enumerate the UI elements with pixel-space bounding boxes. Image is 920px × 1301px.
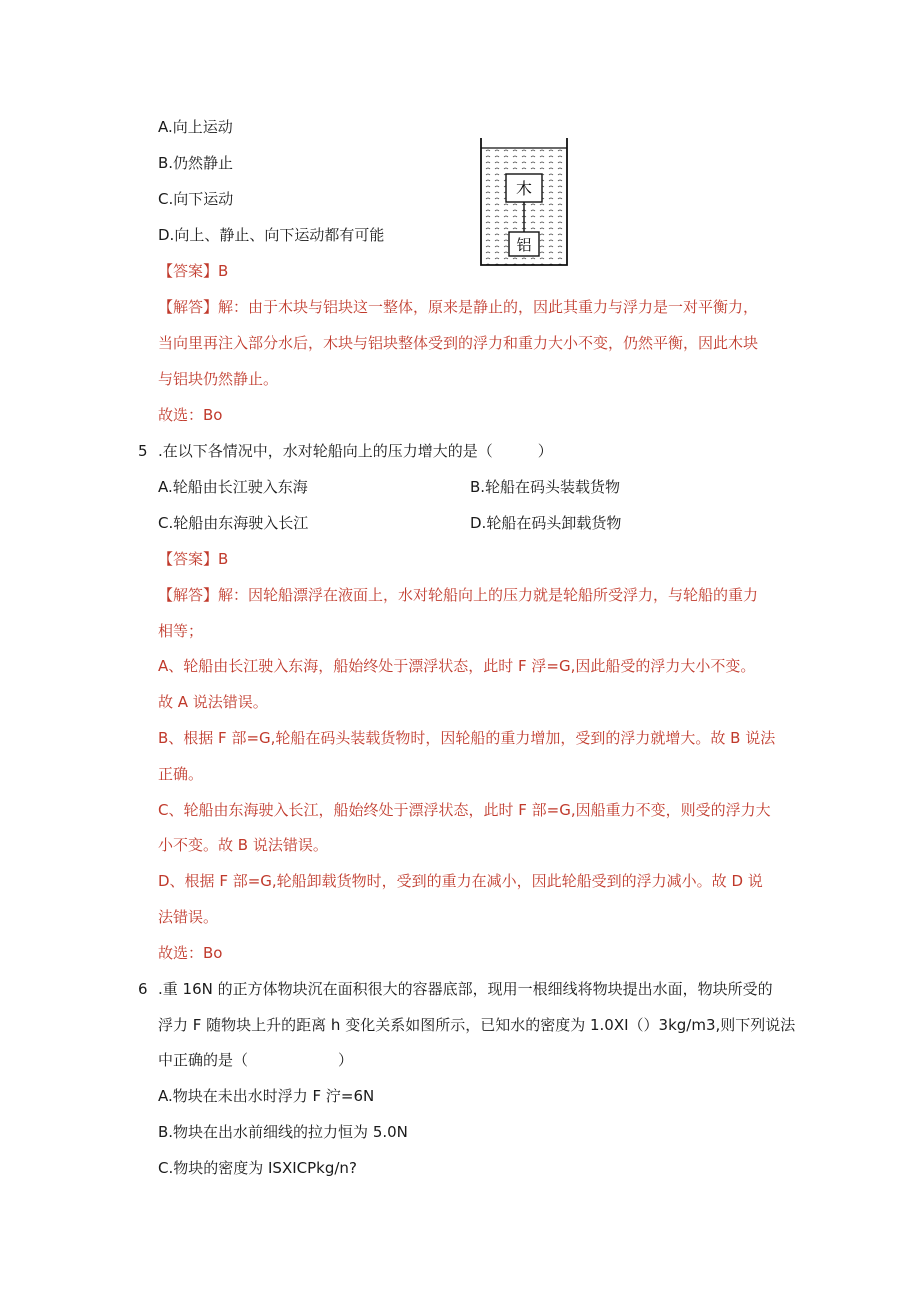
q4-analysis-line-2: 当向里再注入部分水后，木块与铝块整体受到的浮力和重力大小不变，仍然平衡，因此木块 [158, 334, 759, 352]
q5-choice: 故选：Bo [158, 944, 223, 962]
q4-analysis-line-1: 【解答】解：由于木块与铝块这一整体，原来是静止的，因此其重力与浮力是一对平衡力， [158, 298, 759, 316]
q6-stem-line-1: .重 16N 的正方体物块沉在面积很大的容器底部，现用一根细线将物块提出水面，物块所受的 [158, 980, 773, 998]
q5-option-b: B.轮船在码头装载货物 [470, 478, 621, 496]
q4-analysis-line-3: 与铝块仍然静止。 [158, 370, 279, 388]
q5-analysis-line-8: 小不变。故 B 说法错误。 [158, 836, 328, 854]
q5-number: 5 [138, 442, 148, 460]
container-figure [476, 136, 572, 270]
q6-stem-line-3: 中正确的是（ ） [158, 1051, 354, 1069]
q5-option-c: C.轮船由东海驶入长江 [158, 514, 309, 532]
q6-option-c: C.物块的密度为 ISXICPkg/n? [158, 1159, 357, 1177]
q4-option-c: C.向下运动 [158, 190, 234, 208]
q4-option-b: B.仍然静止 [158, 154, 234, 172]
q5-answer: 【答案】B [158, 550, 229, 568]
aluminum-block-label: 铝 [516, 236, 532, 254]
q5-option-a: A.轮船由长江驶入东海 [158, 478, 308, 496]
q5-analysis-line-1: 【解答】解：因轮船漂浮在液面上，水对轮船向上的压力就是轮船所受浮力，与轮船的重力 [158, 586, 759, 604]
q5-analysis-line-9: D、根据 F 部=G,轮船卸载货物时，受到的重力在减小，因此轮船受到的浮力减小。故 D 说 [158, 872, 763, 890]
q5-analysis-line-4: 故 A 说法错误。 [158, 693, 268, 711]
q4-option-a: A.向上运动 [158, 118, 233, 136]
q5-option-d: D.轮船在码头卸载货物 [470, 514, 622, 532]
q5-analysis-line-7: C、轮船由东海驶入长江，船始终处于漂浮状态，此时 F 部=G,因船重力不变，则受的浮力大 [158, 801, 771, 819]
q5-stem: .在以下各情况中，水对轮船向上的压力增大的是（ ） [158, 442, 553, 460]
q4-answer: 【答案】B [158, 262, 229, 280]
q4-choice: 故选：Bo [158, 406, 223, 424]
q5-analysis-line-6: 正确。 [158, 765, 204, 783]
q6-option-b: B.物块在出水前细线的拉力恒为 5.0N [158, 1123, 408, 1141]
q5-analysis-line-3: A、轮船由长江驶入东海，船始终处于漂浮状态，此时 F 浮=G,因此船受的浮力大小不变。 [158, 657, 756, 675]
q5-analysis-line-5: B、根据 F 部=G,轮船在码头装载货物时，因轮船的重力增加，受到的浮力就增大。故 B 说法 [158, 729, 776, 747]
q6-option-a: A.物块在未出水时浮力 F 泞=6N [158, 1087, 375, 1105]
wood-block-label: 木 [515, 179, 533, 198]
q4-option-d: D.向上、静止、向下运动都有可能 [158, 226, 385, 244]
q6-stem-line-2: 浮力 F 随物块上升的距离 h 变化关系如图所示，已知水的密度为 1.0XI（）3kg∕m3,则下列说法 [158, 1016, 796, 1034]
q6-number: 6 [138, 980, 148, 998]
q5-analysis-line-10: 法错误。 [158, 908, 219, 926]
q5-analysis-line-2: 相等； [158, 622, 204, 640]
